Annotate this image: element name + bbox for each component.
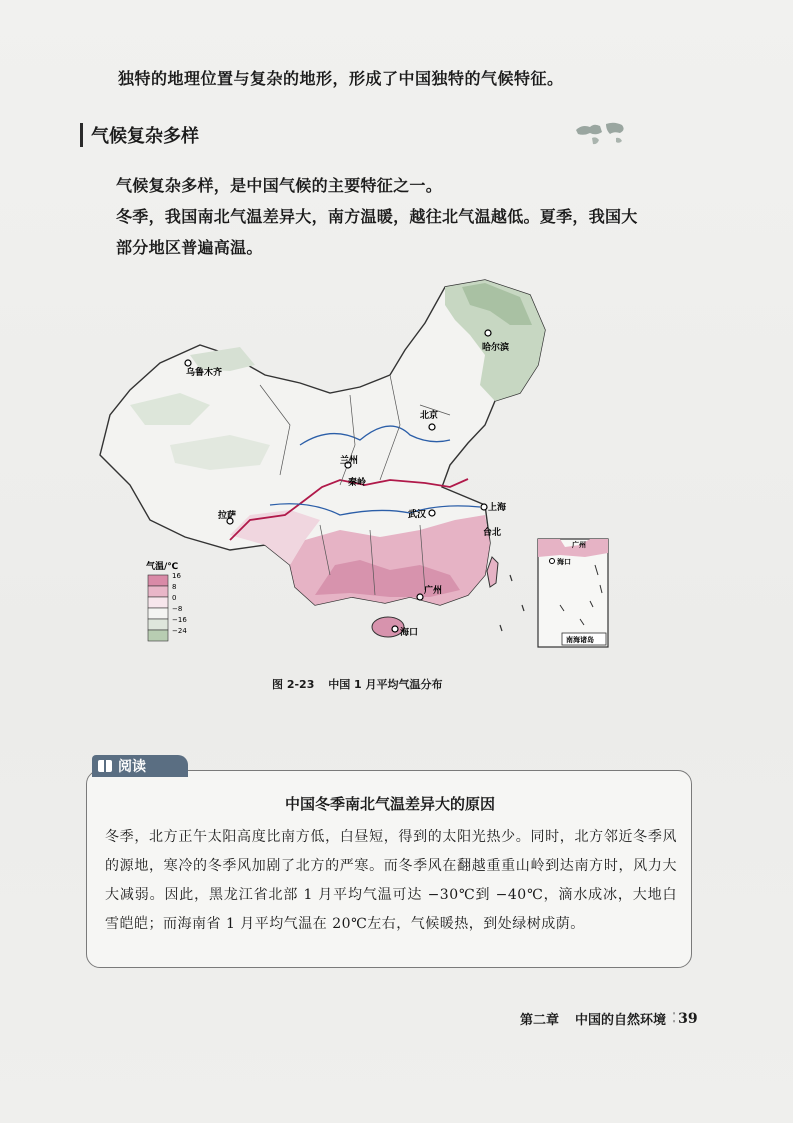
figure-number: 图 2-23 <box>272 678 315 691</box>
china-january-temperature-map <box>90 275 650 665</box>
reading-title: 中国冬季南北气温差异大的原因 <box>284 795 495 813</box>
svg-text:拉萨: 拉萨 <box>218 511 237 521</box>
book-icon <box>98 760 112 772</box>
paragraph-1 <box>80 170 640 201</box>
svg-text:上海: 上海 <box>488 503 507 513</box>
svg-text:气温/℃: 气温/℃ <box>146 562 179 572</box>
svg-text:广州: 广州 <box>572 541 586 549</box>
world-map-icon <box>572 118 628 148</box>
svg-text:海口: 海口 <box>400 628 419 638</box>
legend-swatch <box>148 597 168 608</box>
figure-caption <box>272 676 453 692</box>
svg-text:哈尔滨: 哈尔滨 <box>482 343 510 353</box>
heading-bar <box>80 123 83 147</box>
svg-text:海口: 海口 <box>557 558 571 566</box>
footer-chapter: 第二章 <box>520 1013 560 1028</box>
legend-swatches <box>148 572 187 641</box>
taiwan-island <box>487 557 498 587</box>
footer-dots-icon: ⁚ <box>672 1011 675 1026</box>
legend-swatch <box>148 586 168 597</box>
svg-text:南海诸岛: 南海诸岛 <box>566 636 594 644</box>
south-china-sea-inset <box>538 539 608 647</box>
reading-box <box>86 770 692 968</box>
temperature-legend <box>146 560 187 641</box>
legend-value: 8 <box>172 583 177 591</box>
figure-title: 中国 1 月平均气温分布 <box>328 678 443 691</box>
svg-text:乌鲁木齐: 乌鲁木齐 <box>186 368 223 378</box>
svg-text:兰州: 兰州 <box>340 456 359 466</box>
svg-text:广州: 广州 <box>424 586 443 596</box>
section-title: 气候复杂多样 <box>91 126 199 147</box>
legend-swatch <box>148 630 168 641</box>
paragraph-1-text: 气候复杂多样，是中国气候的主要特征之一。 <box>116 176 443 195</box>
section-heading <box>80 122 199 148</box>
label-qinling: 秦岭 <box>348 478 367 488</box>
legend-swatch <box>148 608 168 619</box>
legend-value: 0 <box>172 594 177 602</box>
page-number: 39 <box>678 1010 698 1027</box>
reading-body: 冬季，北方正午太阳高度比南方低，白昼短，得到的太阳光热少。同时，北方邻近冬季风的源地，寒冷的冬季风加剧了北方的严寒。而冬季风在翻越重重山岭到达南方时，风力大大减弱。因此，黑龙江省北部 1 月平均气温可达 −30℃到 −40℃，滴水成冰，大地白雪皑皑；而海南省 1 月平均气温在 20℃左右，气候暖热，到处绿树成荫。 <box>105 829 677 932</box>
legend-value: −16 <box>172 616 187 624</box>
legend-value: −24 <box>172 627 187 635</box>
legend-value: 16 <box>172 572 181 580</box>
svg-text:武汉: 武汉 <box>408 510 427 520</box>
paragraph-2-text: 冬季，我国南北气温差异大，南方温暖，越往北气温越低。夏季，我国大部分地区普遍高温。 <box>116 207 638 257</box>
page-footer <box>520 1009 698 1028</box>
paragraph-2 <box>80 201 640 263</box>
footer-chapter-title: 中国的自然环境 <box>575 1013 667 1028</box>
legend-value: −8 <box>172 605 183 613</box>
legend-swatch <box>148 619 168 630</box>
city-lanzhou <box>340 454 358 468</box>
svg-text:北京: 北京 <box>420 411 439 421</box>
legend-swatch <box>148 575 168 586</box>
reading-tag-label: 阅读 <box>118 759 146 775</box>
label-taipei: 台北 <box>483 528 502 538</box>
intro-text: 独特的地理位置与复杂的地形，形成了中国独特的气候特征。 <box>118 69 564 88</box>
reading-tag <box>92 755 188 777</box>
